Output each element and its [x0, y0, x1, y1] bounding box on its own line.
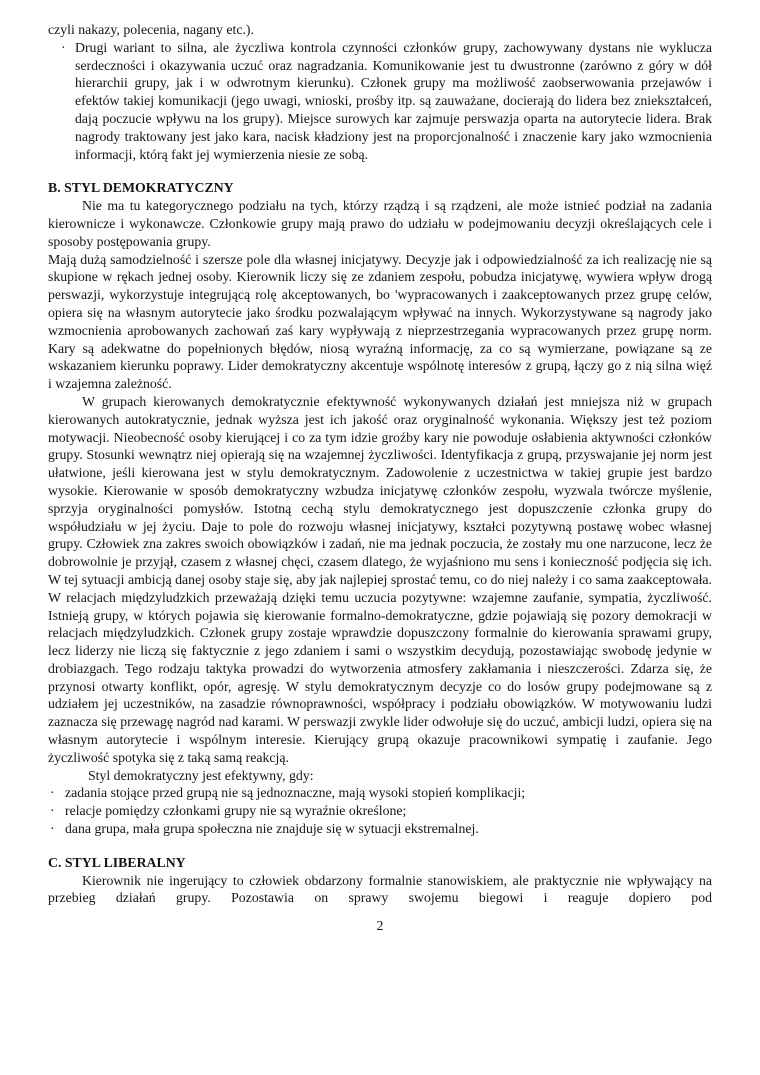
list-item-text: zadania stojące przed grupą nie są jednoznaczne, mają wysoki stopień komplikacji;	[65, 785, 526, 801]
paragraph-liberal-intro: Kierownik nie ingerujący to człowiek obdarzony formalnie stanowiskiem, ale praktycznie nie wpływający na przebieg działań grupy. Pozostawia on sprawy swojemu biegowi i reaguje dopiero pod	[48, 872, 712, 906]
paragraph-democratic-effects: W grupach kierowanych demokratycznie efektywność wykonywanych działań jest mniejsza niż w grupach kierowanych autokratycznie, jednak wyższa jest ich jakość oraz oryginalność wykonania. Większy jest też poziom motywacji. Nieobecność osoby kierującej i co za tym idzie groźby kary nie powoduje osłabienia aktywności członków grupy. Stosunki wewnątrz niej opierają się na wzajemnej życzliwości. Identyfikacja z grupą, przyswajanie jej norm jest ułatwione, jeśli kierowana jest w stylu demokratycznym. Zadowolenie z uczestnictwa w takiej grupie jest bardzo wysokie. Kierowanie w sposób demokratyczny wzbudza inicjatywę członków zespołu, wyzwala twórcze myślenie, sprzyja oryginalności pomysłów. Istotną cechą stylu demokratycznego jest dopuszczenie członka grupy do współudziału w jej życiu. Daje to pole do rozwoju własnej inicjatywy, kształci pozytywną postawę wobec własnej grupy. Człowiek zna zakres swoich obowiązków i zadań, nie ma jednak poczucia, że zostały mu one narzucone, lecz że dobrowolnie je przyjął, czasem z własnej chęci, czasem dlatego, że wyjaśniono mu sens i konieczność podjęcia się ich. W tej sytuacji ambicją danej osoby staje się, aby jak najlepiej sprostać temu, co do niej należy i co sama zaakceptowała. W relacjach międzyludzkich przeważają dzięki temu uczucia pozytywne: wzajemne zaufanie, sympatia, życzliwość. Istnieją grupy, w których pojawia się kierowanie formalno-demokratyczne, gdzie pojawiają się pozory demokracji w relacjach międzyludzkich. Członek grupy zostaje wprawdzie dopuszczony formalnie do kierowania sprawami grupy, lecz liderzy nie liczą się faktycznie z jego zdaniem i sami o wszystkim decydują, pozostawiając swobodę jedynie w drobiazgach. Tego rodzaju taktyka prowadzi do wytworzenia atmosfery zakłamania i nieszczerości. Zdarza się, że przynosi otwarty konflikt, opór, agresję. W stylu demokratycznym decyzje co do losów grupy podejmowane są z udziałem jej uczestników, na zasadzie równoprawności, współpracy i podziału obowiązków. W motywowaniu ludzi zaznacza się przewagę nagród nad karami. W perswazji zwykle lider odwołuje się do uczuć, ambicji ludzi, opiera się na własnym autorytecie i wspólnym interesie. Kierujący grupą okazuje pracownikowi sympatię i zaufanie. Jego życzliwość spotyka się z taką samą reakcją.	[48, 393, 712, 765]
paragraph-continuation: czyli nakazy, polecenia, nagany etc.).	[48, 22, 254, 37]
list-item-text: relacje pomiędzy członkami grupy nie są wyraźnie określone;	[65, 803, 407, 819]
heading-liberal-style: C. STYL LIBERALNY	[48, 854, 186, 870]
bullet-marker: ·	[50, 785, 55, 801]
bullet-marker: ·	[50, 803, 55, 819]
list-item-condition-3	[48, 820, 712, 838]
paragraph-democratic-intro: Nie ma tu kategorycznego podziału na tych, którzy rządzą i są rządzeni, ale może istnieć podział na zadania kierownicze i wykonawcze. Członkowie grupy mają prawo do udziału w podejmowaniu decyzji określających cele i sposoby postępowania grupy.	[48, 198, 712, 249]
list-item-condition-1	[48, 784, 712, 802]
bullet-marker: ·	[61, 39, 66, 55]
paragraph-effectiveness-intro: Styl demokratyczny jest efektywny, gdy:	[88, 767, 314, 783]
list-item-second-variant	[48, 39, 712, 164]
bullet-marker: ·	[50, 821, 55, 837]
list-item-condition-2	[48, 802, 712, 820]
page-number: 2	[376, 918, 384, 934]
heading-democratic-style: B. STYL DEMOKRATYCZNY	[48, 180, 234, 196]
paragraph-democratic-description: Mają dużą samodzielność i szersze pole dla własnej inicjatywy. Decyzje jak i odpowiedzialność za ich realizację nie są skupione w rękach jednej osoby. Kierownik liczy się ze zdaniem zespołu, pobudza inicjatywę, wywiera wpływ drogą perswazji, wykorzystuje integrującą rolę akceptowanych, bo 'wypracowanych i zaakceptowanych przez grupę celów, opiera się na własnym autorytecie jako środku pozwalającym wpływać na innych. Wykorzystywane są nagrody jako wzmocnienia aprobowanych zachowań zaś kary wypływają z nieprzestrzegania wypracowanych przez grupę norm. Kary są adekwatne do popełnionych błędów, niosą wyraźną informację, za co są wymierzane, powiązane są ze wskazaniem kierunku poprawy. Lider demokratyczny akcentuje wspólnotę interesów z grupą, łączy go z nią silna więź i wzajemna zależność.	[48, 251, 712, 392]
list-item-text: dana grupa, mała grupa społeczna nie znajduje się w sytuacji ekstremalnej.	[65, 821, 479, 837]
list-item-text: Drugi wariant to silna, ale życzliwa kontrola czynności członków grupy, zachowywany dystans nie wyklucza serdeczności i okazywania uczuć oraz nagradzania. Komunikowanie jest tu dwustronne (zarówno z góry w dół hierarchii grupy, jak i w odwrotnym kierunku). Członek grupy ma możliwość zaobserwowania przejawów i efektów takiej komunikacji (jego uwagi, wnioski, prośby itp. są zauważane, docierają do lidera bez zniekształceń, dają poczucie wpływu na los grupy). Miejsce surowych kar zajmuje perswazja oparta na autorytecie lidera. Brak nagrody traktowany jest jako kara, nacisk kładziony jest na proporcjonalność i znaczenie kary jako wzmocnienia informacji, którą fakt jej wymierzenia niesie ze sobą.	[75, 39, 712, 162]
